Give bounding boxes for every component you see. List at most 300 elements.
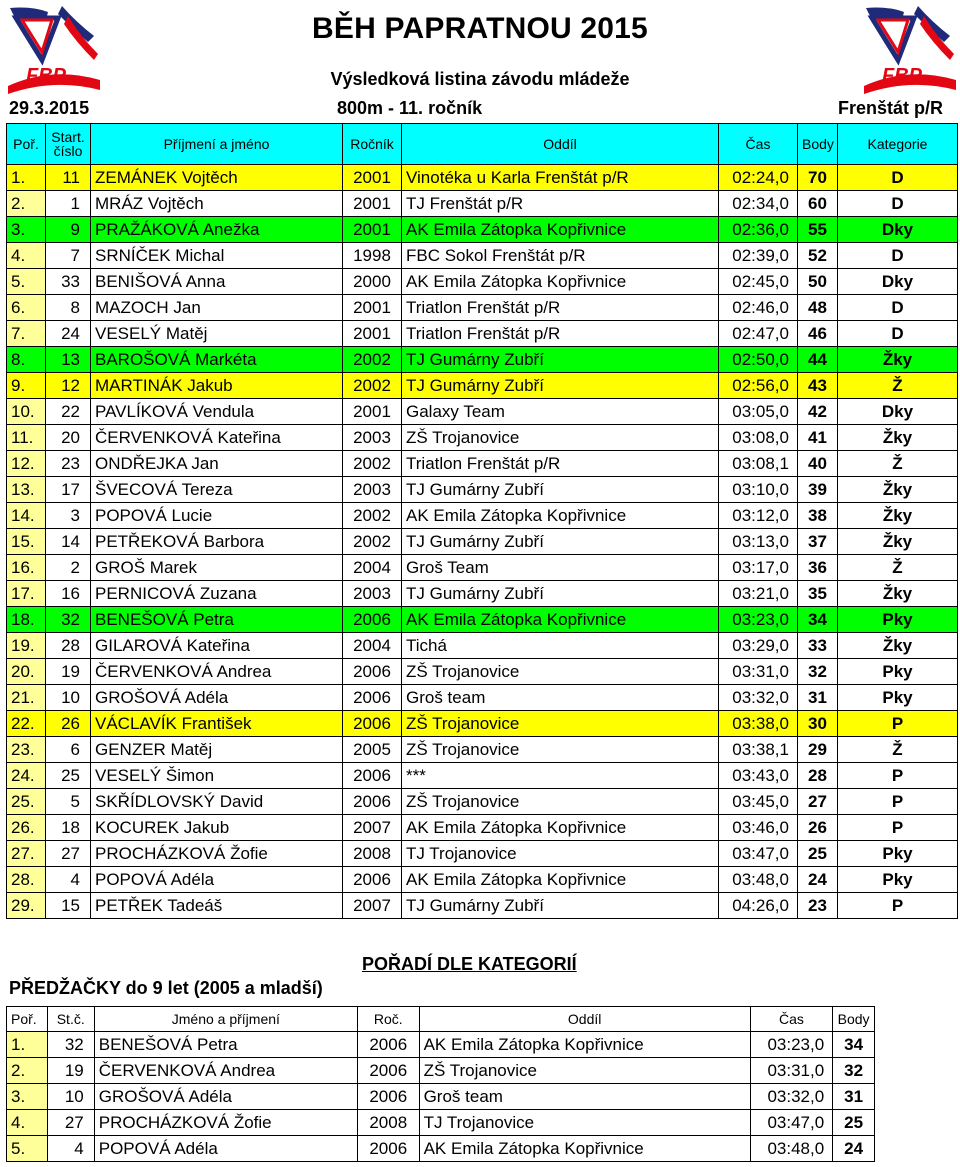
row-year: 2001 — [343, 321, 402, 347]
cat-col-header-club: Oddíl — [419, 1007, 750, 1032]
row-start-number: 1 — [46, 191, 91, 217]
row-name: MRÁZ Vojtěch — [91, 191, 343, 217]
row-year: 2002 — [343, 529, 402, 555]
row-time: 03:23,0 — [719, 607, 798, 633]
row-name: PROCHÁZKOVÁ Žofie — [91, 841, 343, 867]
row-club: TJ Frenštát p/R — [402, 191, 719, 217]
col-header-year: Ročník — [343, 124, 402, 165]
row-year: 2001 — [343, 191, 402, 217]
row-category: Žky — [838, 503, 958, 529]
row-club: TJ Gumárny Zubří — [402, 373, 719, 399]
cat-row-name: ČERVENKOVÁ Andrea — [94, 1058, 357, 1084]
row-year: 2001 — [343, 399, 402, 425]
cat-row-points: 31 — [833, 1084, 875, 1110]
row-position: 16. — [7, 555, 46, 581]
table-row — [7, 789, 958, 815]
row-time: 02:39,0 — [719, 243, 798, 269]
row-time: 03:48,0 — [719, 867, 798, 893]
cat-row-year: 2006 — [357, 1084, 419, 1110]
row-category: Dky — [838, 269, 958, 295]
table-row — [7, 295, 958, 321]
row-position: 7. — [7, 321, 46, 347]
row-time: 02:47,0 — [719, 321, 798, 347]
table-row — [7, 867, 958, 893]
row-club: Triatlon Frenštát p/R — [402, 295, 719, 321]
row-time: 03:08,0 — [719, 425, 798, 451]
row-points: 50 — [798, 269, 838, 295]
row-year: 2006 — [343, 685, 402, 711]
cat-row-position: 1. — [7, 1032, 48, 1058]
row-start-number: 24 — [46, 321, 91, 347]
cat-col-header-start-number: St.č. — [47, 1007, 94, 1032]
row-year: 2004 — [343, 555, 402, 581]
table-row — [7, 581, 958, 607]
table-row — [7, 217, 958, 243]
row-club: ZŠ Trojanovice — [402, 711, 719, 737]
row-start-number: 6 — [46, 737, 91, 763]
cat-row-points: 25 — [833, 1110, 875, 1136]
row-position: 5. — [7, 269, 46, 295]
row-position: 20. — [7, 659, 46, 685]
col-header-time: Čas — [719, 124, 798, 165]
category-header-row — [7, 1007, 875, 1032]
row-time: 03:31,0 — [719, 659, 798, 685]
row-club: TJ Trojanovice — [402, 841, 719, 867]
row-club: TJ Gumárny Zubří — [402, 529, 719, 555]
row-position: 14. — [7, 503, 46, 529]
table-row — [7, 243, 958, 269]
row-club: AK Emila Zátopka Kopřivnice — [402, 607, 719, 633]
table-row — [7, 685, 958, 711]
row-name: PETŘEK Tadeáš — [91, 893, 343, 919]
row-category: Ž — [838, 555, 958, 581]
row-position: 15. — [7, 529, 46, 555]
row-time: 03:05,0 — [719, 399, 798, 425]
cat-row-start-number: 10 — [47, 1084, 94, 1110]
table-row — [7, 347, 958, 373]
cat-row-year: 2006 — [357, 1032, 419, 1058]
results-header-row — [7, 124, 958, 165]
row-year: 2006 — [343, 659, 402, 685]
row-start-number: 25 — [46, 763, 91, 789]
cat-row-position: 4. — [7, 1110, 48, 1136]
row-time: 03:10,0 — [719, 477, 798, 503]
row-year: 2001 — [343, 217, 402, 243]
cat-row-points: 24 — [833, 1136, 875, 1162]
cat-row-points: 32 — [833, 1058, 875, 1084]
cat-row-year: 2006 — [357, 1058, 419, 1084]
table-row — [7, 425, 958, 451]
table-row — [7, 763, 958, 789]
row-club: Galaxy Team — [402, 399, 719, 425]
cat-row-start-number: 19 — [47, 1058, 94, 1084]
row-category: Ž — [838, 451, 958, 477]
row-year: 1998 — [343, 243, 402, 269]
table-row — [7, 659, 958, 685]
row-time: 03:21,0 — [719, 581, 798, 607]
row-club: TJ Gumárny Zubří — [402, 347, 719, 373]
row-category: Pky — [838, 841, 958, 867]
row-name: GENZER Matěj — [91, 737, 343, 763]
cat-row-time: 03:47,0 — [750, 1110, 833, 1136]
table-row — [7, 191, 958, 217]
row-position: 9. — [7, 373, 46, 399]
row-start-number: 17 — [46, 477, 91, 503]
cat-row-start-number: 4 — [47, 1136, 94, 1162]
table-row — [7, 529, 958, 555]
row-year: 2002 — [343, 347, 402, 373]
page-title: BĚH PAPRATNOU 2015 — [312, 12, 648, 45]
table-row — [7, 399, 958, 425]
row-club: ZŠ Trojanovice — [402, 737, 719, 763]
table-row — [7, 633, 958, 659]
row-year: 2006 — [343, 607, 402, 633]
row-name: PRAŽÁKOVÁ Anežka — [91, 217, 343, 243]
row-time: 02:34,0 — [719, 191, 798, 217]
row-time: 03:08,1 — [719, 451, 798, 477]
row-year: 2006 — [343, 789, 402, 815]
table-row — [7, 269, 958, 295]
cat-col-header-name: Jméno a příjmení — [94, 1007, 357, 1032]
row-position: 25. — [7, 789, 46, 815]
row-points: 31 — [798, 685, 838, 711]
row-start-number: 11 — [46, 165, 91, 191]
row-points: 44 — [798, 347, 838, 373]
row-points: 32 — [798, 659, 838, 685]
row-year: 2006 — [343, 867, 402, 893]
row-time: 03:29,0 — [719, 633, 798, 659]
row-name: BENEŠOVÁ Petra — [91, 607, 343, 633]
row-start-number: 26 — [46, 711, 91, 737]
row-name: ŠVECOVÁ Tereza — [91, 477, 343, 503]
row-time: 03:38,0 — [719, 711, 798, 737]
row-points: 36 — [798, 555, 838, 581]
row-points: 35 — [798, 581, 838, 607]
cat-row-year: 2006 — [357, 1136, 419, 1162]
row-year: 2002 — [343, 373, 402, 399]
row-points: 40 — [798, 451, 838, 477]
row-points: 48 — [798, 295, 838, 321]
row-club: Triatlon Frenštát p/R — [402, 321, 719, 347]
row-start-number: 10 — [46, 685, 91, 711]
row-name: MAZOCH Jan — [91, 295, 343, 321]
row-points: 55 — [798, 217, 838, 243]
row-name: GROŠOVÁ Adéla — [91, 685, 343, 711]
row-year: 2003 — [343, 581, 402, 607]
row-category: Pky — [838, 607, 958, 633]
row-start-number: 5 — [46, 789, 91, 815]
row-club: AK Emila Zátopka Kopřivnice — [402, 269, 719, 295]
row-club: Triatlon Frenštát p/R — [402, 451, 719, 477]
row-start-number: 13 — [46, 347, 91, 373]
row-position: 17. — [7, 581, 46, 607]
row-points: 24 — [798, 867, 838, 893]
row-position: 11. — [7, 425, 46, 451]
fbp-logo-text: FBP — [26, 65, 66, 87]
row-year: 2008 — [343, 841, 402, 867]
cat-row-club: AK Emila Zátopka Kopřivnice — [419, 1032, 750, 1058]
col-header-club: Oddíl — [402, 124, 719, 165]
cat-row-name: BENEŠOVÁ Petra — [94, 1032, 357, 1058]
cat-col-header-time: Čas — [750, 1007, 833, 1032]
cat-col-header-position: Poř. — [7, 1007, 48, 1032]
row-year: 2001 — [343, 165, 402, 191]
row-time: 03:17,0 — [719, 555, 798, 581]
row-start-number: 12 — [46, 373, 91, 399]
row-club: Groš team — [402, 685, 719, 711]
row-club: AK Emila Zátopka Kopřivnice — [402, 867, 719, 893]
col-header-points: Body — [798, 124, 838, 165]
cat-row-club: ZŠ Trojanovice — [419, 1058, 750, 1084]
row-time: 02:46,0 — [719, 295, 798, 321]
category-table-row — [7, 1058, 875, 1084]
row-name: GROŠ Marek — [91, 555, 343, 581]
row-name: VESELÝ Matěj — [91, 321, 343, 347]
row-club: FBC Sokol Frenštát p/R — [402, 243, 719, 269]
table-row — [7, 555, 958, 581]
row-position: 26. — [7, 815, 46, 841]
cat-row-club: TJ Trojanovice — [419, 1110, 750, 1136]
row-position: 1. — [7, 165, 46, 191]
table-row — [7, 893, 958, 919]
row-start-number: 27 — [46, 841, 91, 867]
row-category: P — [838, 893, 958, 919]
row-category: D — [838, 191, 958, 217]
cat-row-club: AK Emila Zátopka Kopřivnice — [419, 1136, 750, 1162]
row-name: MARTINÁK Jakub — [91, 373, 343, 399]
col-header-position: Poř. — [7, 124, 46, 165]
row-position: 12. — [7, 451, 46, 477]
category-table-row — [7, 1136, 875, 1162]
row-time: 02:56,0 — [719, 373, 798, 399]
row-time: 04:26,0 — [719, 893, 798, 919]
row-points: 39 — [798, 477, 838, 503]
table-row — [7, 477, 958, 503]
page-subtitle: Výsledková listina závodu mládeže — [330, 69, 630, 89]
table-row — [7, 373, 958, 399]
row-position: 21. — [7, 685, 46, 711]
row-points: 23 — [798, 893, 838, 919]
row-year: 2005 — [343, 737, 402, 763]
row-start-number: 18 — [46, 815, 91, 841]
table-row — [7, 841, 958, 867]
row-time: 03:13,0 — [719, 529, 798, 555]
row-category: D — [838, 321, 958, 347]
row-position: 18. — [7, 607, 46, 633]
row-position: 23. — [7, 737, 46, 763]
row-start-number: 32 — [46, 607, 91, 633]
row-year: 2002 — [343, 503, 402, 529]
category-table-row — [7, 1084, 875, 1110]
row-year: 2001 — [343, 295, 402, 321]
row-category: P — [838, 815, 958, 841]
row-year: 2000 — [343, 269, 402, 295]
row-start-number: 8 — [46, 295, 91, 321]
table-row — [7, 451, 958, 477]
col-header-category: Kategorie — [838, 124, 958, 165]
row-club: AK Emila Zátopka Kopřivnice — [402, 217, 719, 243]
cat-row-time: 03:23,0 — [750, 1032, 833, 1058]
cat-row-time: 03:32,0 — [750, 1084, 833, 1110]
category-table-row — [7, 1110, 875, 1136]
row-position: 24. — [7, 763, 46, 789]
cat-row-name: GROŠOVÁ Adéla — [94, 1084, 357, 1110]
row-club: TJ Gumárny Zubří — [402, 477, 719, 503]
row-points: 33 — [798, 633, 838, 659]
row-start-number: 7 — [46, 243, 91, 269]
cat-row-start-number: 27 — [47, 1110, 94, 1136]
row-name: PETŘEKOVÁ Barbora — [91, 529, 343, 555]
cat-row-time: 03:48,0 — [750, 1136, 833, 1162]
row-year: 2004 — [343, 633, 402, 659]
row-start-number: 22 — [46, 399, 91, 425]
row-time: 03:12,0 — [719, 503, 798, 529]
row-points: 41 — [798, 425, 838, 451]
row-category: P — [838, 763, 958, 789]
cat-row-time: 03:31,0 — [750, 1058, 833, 1084]
row-name: SKŘÍDLOVSKÝ David — [91, 789, 343, 815]
row-category: Pky — [838, 659, 958, 685]
cat-col-header-points: Body — [833, 1007, 875, 1032]
row-club: Tichá — [402, 633, 719, 659]
race-date: 29.3.2015 — [9, 98, 90, 118]
row-name: ČERVENKOVÁ Kateřina — [91, 425, 343, 451]
row-position: 10. — [7, 399, 46, 425]
race-place: Frenštát p/R — [838, 98, 944, 118]
row-name: POPOVÁ Adéla — [91, 867, 343, 893]
row-start-number: 28 — [46, 633, 91, 659]
row-points: 52 — [798, 243, 838, 269]
row-category: Ž — [838, 737, 958, 763]
row-start-number: 19 — [46, 659, 91, 685]
row-start-number: 4 — [46, 867, 91, 893]
row-start-number: 23 — [46, 451, 91, 477]
row-name: BAROŠOVÁ Markéta — [91, 347, 343, 373]
fbp-logo-text: FBP — [882, 65, 922, 87]
row-name: POPOVÁ Lucie — [91, 503, 343, 529]
row-club: TJ Gumárny Zubří — [402, 581, 719, 607]
row-club: AK Emila Zátopka Kopřivnice — [402, 503, 719, 529]
row-start-number: 14 — [46, 529, 91, 555]
row-category: Žky — [838, 633, 958, 659]
cat-row-start-number: 32 — [47, 1032, 94, 1058]
row-points: 28 — [798, 763, 838, 789]
row-points: 43 — [798, 373, 838, 399]
row-time: 03:38,1 — [719, 737, 798, 763]
row-time: 02:24,0 — [719, 165, 798, 191]
row-position: 6. — [7, 295, 46, 321]
cat-row-position: 5. — [7, 1136, 48, 1162]
cat-row-position: 2. — [7, 1058, 48, 1084]
table-row — [7, 711, 958, 737]
col-header-start-number: Start. číslo — [46, 124, 91, 165]
row-points: 46 — [798, 321, 838, 347]
row-start-number: 9 — [46, 217, 91, 243]
row-name: ZEMÁNEK Vojtěch — [91, 165, 343, 191]
cat-row-position: 3. — [7, 1084, 48, 1110]
row-position: 29. — [7, 893, 46, 919]
row-points: 34 — [798, 607, 838, 633]
category-subheading: PŘEDŽAČKY do 9 let (2005 a mladší) — [9, 978, 323, 998]
row-name: BENIŠOVÁ Anna — [91, 269, 343, 295]
row-time: 03:45,0 — [719, 789, 798, 815]
cat-col-header-year: Roč. — [357, 1007, 419, 1032]
row-category: Žky — [838, 529, 958, 555]
row-category: Ž — [838, 373, 958, 399]
row-points: 60 — [798, 191, 838, 217]
table-row — [7, 815, 958, 841]
row-name: ONDŘEJKA Jan — [91, 451, 343, 477]
table-row — [7, 321, 958, 347]
row-year: 2002 — [343, 451, 402, 477]
row-points: 38 — [798, 503, 838, 529]
row-club: Groš Team — [402, 555, 719, 581]
row-position: 3. — [7, 217, 46, 243]
row-points: 29 — [798, 737, 838, 763]
row-time: 02:50,0 — [719, 347, 798, 373]
cat-row-name: PROCHÁZKOVÁ Žofie — [94, 1110, 357, 1136]
row-points: 26 — [798, 815, 838, 841]
row-position: 19. — [7, 633, 46, 659]
row-category: D — [838, 165, 958, 191]
row-club: AK Emila Zátopka Kopřivnice — [402, 815, 719, 841]
race-info — [337, 98, 597, 119]
row-points: 37 — [798, 529, 838, 555]
row-name: ČERVENKOVÁ Andrea — [91, 659, 343, 685]
row-time: 03:32,0 — [719, 685, 798, 711]
row-name: KOCUREK Jakub — [91, 815, 343, 841]
row-points: 30 — [798, 711, 838, 737]
row-time: 02:36,0 — [719, 217, 798, 243]
cat-row-name: POPOVÁ Adéla — [94, 1136, 357, 1162]
row-category: D — [838, 243, 958, 269]
row-category: Žky — [838, 347, 958, 373]
results-table — [6, 123, 958, 919]
col-header-name: Příjmení a jméno — [91, 124, 343, 165]
row-start-number: 16 — [46, 581, 91, 607]
category-table — [6, 1006, 875, 1162]
table-row — [7, 737, 958, 763]
row-position: 8. — [7, 347, 46, 373]
row-points: 25 — [798, 841, 838, 867]
row-club: *** — [402, 763, 719, 789]
table-row — [7, 607, 958, 633]
row-name: VESELÝ Šimon — [91, 763, 343, 789]
row-year: 2007 — [343, 815, 402, 841]
row-position: 2. — [7, 191, 46, 217]
row-year: 2006 — [343, 711, 402, 737]
row-position: 22. — [7, 711, 46, 737]
cat-row-club: Groš team — [419, 1084, 750, 1110]
row-club: ZŠ Trojanovice — [402, 789, 719, 815]
cat-row-points: 34 — [833, 1032, 875, 1058]
row-position: 4. — [7, 243, 46, 269]
row-name: VÁCLAVÍK František — [91, 711, 343, 737]
row-category: Pky — [838, 685, 958, 711]
row-year: 2006 — [343, 763, 402, 789]
row-start-number: 33 — [46, 269, 91, 295]
row-points: 27 — [798, 789, 838, 815]
row-category: Pky — [838, 867, 958, 893]
row-category: Dky — [838, 217, 958, 243]
row-category: Žky — [838, 477, 958, 503]
row-points: 42 — [798, 399, 838, 425]
row-time: 03:46,0 — [719, 815, 798, 841]
row-position: 27. — [7, 841, 46, 867]
row-category: D — [838, 295, 958, 321]
row-start-number: 15 — [46, 893, 91, 919]
row-start-number: 20 — [46, 425, 91, 451]
